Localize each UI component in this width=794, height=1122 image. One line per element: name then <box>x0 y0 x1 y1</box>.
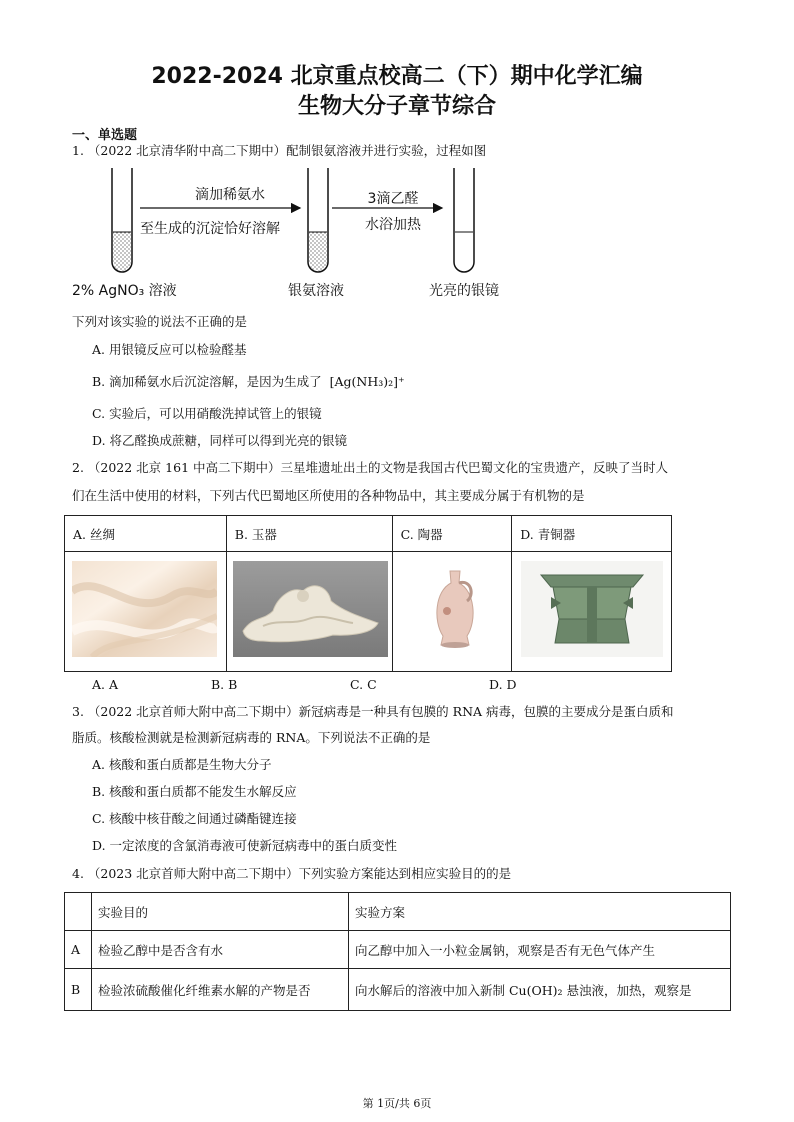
q2-answer-d: D. D <box>489 677 517 692</box>
arrow-1-bottom-label: 至生成的沉淀恰好溶解 <box>140 221 280 237</box>
question-3-stem-line2: 脂质。核酸检测就是检测新冠病毒的 RNA。下列说法不正确的是 <box>72 730 431 745</box>
q2-header-b: B. 玉器 <box>226 516 392 552</box>
arrow-1-top-label: 滴加稀氨水 <box>195 187 265 203</box>
q4-header-label <box>65 893 92 931</box>
q2-header-a: A. 丝绸 <box>65 516 227 552</box>
tube-2-label: 银氨溶液 <box>288 283 344 299</box>
q3-option-b: B. 核酸和蛋白质都不能发生水解反应 <box>92 784 297 799</box>
arrow-2-top-label: 3滴乙醛 <box>367 191 419 207</box>
q2-header-d: D. 青铜器 <box>512 516 672 552</box>
q4-row-b-purpose: 检验浓硫酸催化纤维素水解的产物是否 <box>92 969 349 1011</box>
test-tube-2 <box>308 168 328 272</box>
test-tube-3 <box>454 168 474 272</box>
q1-option-a: A. 用银镜反应可以检验醛基 <box>92 342 247 357</box>
silk-image <box>72 561 217 657</box>
q2-header-c: C. 陶器 <box>392 516 512 552</box>
tube-3-label: 光亮的银镜 <box>429 283 499 299</box>
question-3-stem-line1: 3. （2022 北京首师大附中高二下期中）新冠病毒是一种具有包膜的 RNA 病毒，包膜的主要成分是蛋白质和 <box>72 704 674 719</box>
table-row <box>65 969 731 1011</box>
q4-row-a-label: A <box>65 931 92 969</box>
question-2-stem-line1: 2. （2022 北京 161 中高二下期中）三星堆遗址出土的文物是我国古代巴蜀文化的宝贵遗产，反映了当时人 <box>72 460 668 475</box>
section-heading: 一、单选题 <box>72 128 138 143</box>
test-tube-1 <box>112 168 132 272</box>
q1-option-b-text: B. 滴加稀氨水后沉淀溶解，是因为生成了 <box>92 374 322 389</box>
arrow-2-bottom-label: 水浴加热 <box>365 217 421 233</box>
q1-option-b <box>92 373 405 391</box>
question-4-stem: 4. （2023 北京首师大附中高二下期中）下列实验方案能达到相应实验目的的是 <box>72 866 512 881</box>
q3-option-a: A. 核酸和蛋白质都是生物大分子 <box>92 757 272 772</box>
question-2-stem-line2: 们在生活中使用的材料，下列古代巴蜀地区所使用的各种物品中，其主要成分属于有机物的是 <box>72 488 585 503</box>
q1-option-c: C. 实验后，可以用硝酸洗掉试管上的银镜 <box>92 406 322 421</box>
page-title: 2022-2024 北京重点校高二（下）期中化学汇编 <box>151 64 643 89</box>
question-4-table <box>64 892 731 1011</box>
q4-header-plan: 实验方案 <box>349 893 731 931</box>
q2-answer-c: C. C <box>350 677 377 692</box>
q2-answer-b: B. B <box>211 677 238 692</box>
pottery-image <box>405 561 505 657</box>
page-footer: 第 1页/共 6页 <box>362 1097 432 1110</box>
jade-image <box>233 561 388 657</box>
page-subtitle: 生物大分子章节综合 <box>297 94 496 119</box>
q4-row-b-plan: 向水解后的溶液中加入新制 Cu(OH)₂ 悬浊液，加热，观察是 <box>349 969 731 1011</box>
q4-row-a-plan: 向乙醇中加入一小粒金属钠，观察是否有无色气体产生 <box>349 931 731 969</box>
tube-1-label: 2% AgNO₃ 溶液 <box>72 283 177 299</box>
q3-option-c: C. 核酸中核苷酸之间通过磷酯键连接 <box>92 811 297 826</box>
table-row <box>65 931 731 969</box>
question-1-prompt: 下列对该实验的说法不正确的是 <box>72 314 248 329</box>
q1-option-b-formula: [Ag(NH₃)₂]⁺ <box>329 374 405 389</box>
bronze-image <box>521 561 663 657</box>
q3-option-d: D. 一定浓度的含氯消毒液可使新冠病毒中的蛋白质变性 <box>92 838 398 853</box>
question-1-stem: 1. （2022 北京清华附中高二下期中）配制银氨溶液并进行实验，过程如图 <box>72 143 487 158</box>
q4-row-b-label: B <box>65 969 92 1011</box>
q4-row-a-purpose: 检验乙醇中是否含有水 <box>92 931 349 969</box>
q2-answer-a: A. A <box>92 677 119 692</box>
q4-header-purpose: 实验目的 <box>92 893 349 931</box>
q1-option-d: D. 将乙醛换成蔗糖，同样可以得到光亮的银镜 <box>92 433 348 448</box>
